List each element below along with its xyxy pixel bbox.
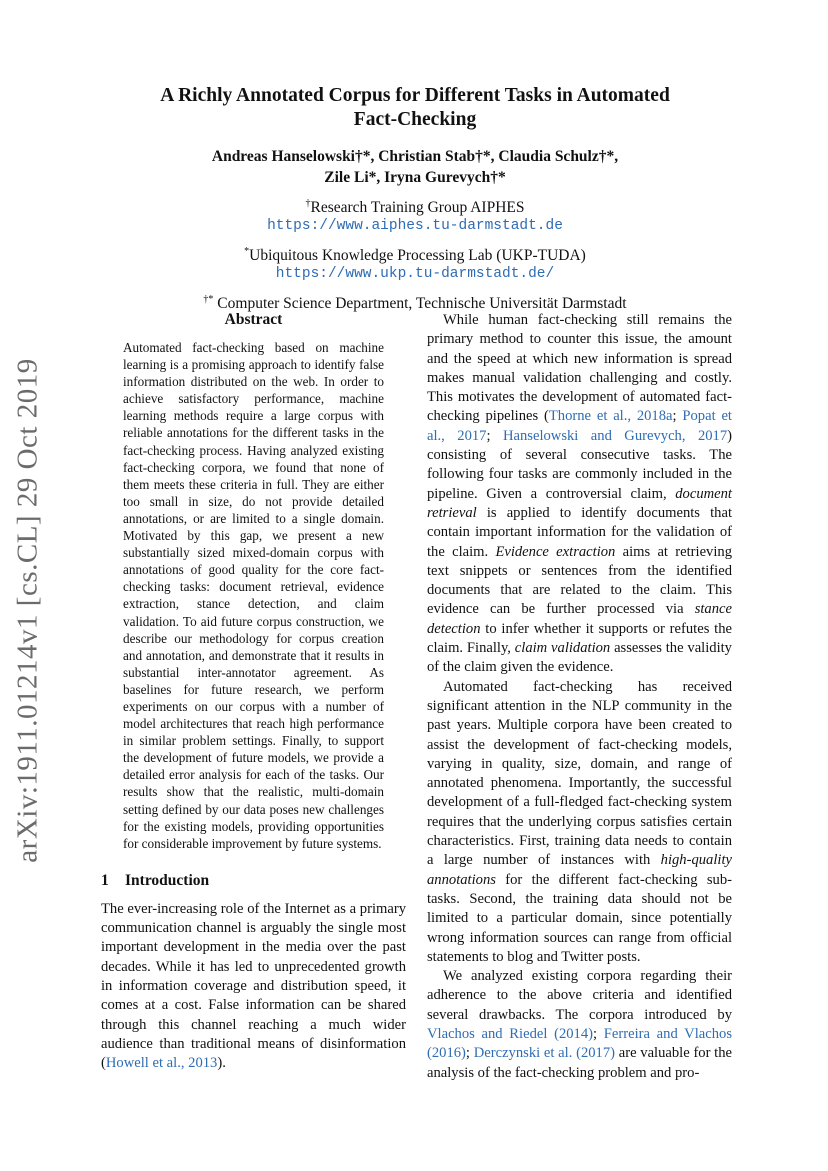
intro-paragraph-1 — [101, 900, 406, 1074]
intro-paragraph-1-text: The ever-increasing role of the Internet as a primary communication channel is arguably the single most important development in the media over the past decades. While it has led to unprecedented growth in information coverage and distribution speed, it comes at a cost. False information can be shared through this channel reaching a much wider audience than traditional means of disinformation ( — [101, 900, 406, 1072]
affiliation-ukp: *Ubiquitous Knowledge Processing Lab (UKP-TUDA) https://www.ukp.tu-darmstadt.de/ — [100, 246, 730, 284]
citation-popat-2017[interactable]: Popat et al., 2017 — [427, 408, 732, 444]
arxiv-id-text: arXiv:1911.01214v1 [cs.CL] 29 Oct 2019 — [11, 357, 44, 863]
citation-separator: ; — [593, 1025, 604, 1042]
section-heading-introduction — [101, 872, 406, 890]
citation-ferreira-2016[interactable]: Ferreira and Vlachos (2016) — [427, 1025, 733, 1062]
intro-paragraph-4 — [427, 967, 732, 1083]
authors-line-1: Andreas Hanselowski†*, Christian Stab†*, Claudia Schulz†*, — [211, 148, 619, 165]
section-number: 1 — [101, 871, 109, 889]
paragraph-text: assesses the validity of the claim given the evidence. — [427, 640, 732, 676]
abstract-heading: Abstract — [224, 311, 283, 328]
emphasis-term: high-quality annotations — [427, 852, 732, 888]
paragraph-text: for the different fact-checking sub-tasks. Second, the training data should not be limited to a particular domain, since potentially wrong information sources can range from official statements to blog and Twitter posts. — [427, 871, 732, 965]
paragraph-text: to infer whether it supports or refutes the claim. Finally, — [427, 620, 732, 657]
paragraph-text: ) consisting of several consecutive tasks. The following four tasks are commonly included in the pipeline. Given a controversial claim, — [427, 427, 733, 502]
title-line-1: A Richly Annotated Corpus for Different Tasks in Automated — [160, 85, 670, 106]
authors-line-2: Zile Li*, Iryna Gurevych†* — [324, 169, 506, 186]
right-column — [427, 311, 732, 1083]
citation-separator: ; — [672, 408, 683, 425]
paragraph-text: While human fact-checking still remains the primary method to counter this issue, the amount and the speed at which new information is spread makes manual validation challenging and costly. This motivates the development of automated fact-checking pipelines ( — [427, 312, 732, 425]
emphasis-term: claim validation — [514, 640, 611, 657]
title-line-2: Fact-Checking — [353, 109, 477, 130]
affiliation-1-name: Research Training Group AIPHES — [310, 199, 525, 216]
emphasis-term: document retrieval — [427, 485, 732, 521]
paragraph-text: We analyzed existing corpora regarding their adherence to the above criteria and identified several drawbacks. The corpora introduced by — [427, 968, 732, 1023]
paragraph-text: are valuable for the analysis of the fact-checking problem and pro- — [427, 1045, 733, 1081]
affiliation-2-url[interactable]: https://www.ukp.tu-darmstadt.de/ — [275, 266, 555, 282]
paragraph-text: aims at retrieving text snippets or sentences from the identified documents that are related to the claim. This evidence can be further processed via — [427, 543, 732, 618]
citation-vlachos-2014[interactable]: Vlachos and Riedel (2014) — [427, 1025, 594, 1042]
left-column — [101, 311, 406, 1073]
affiliation-aiphes: †Research Training Group AIPHES https://www.aiphes.tu-darmstadt.de — [100, 198, 730, 236]
affiliation-2-name: Ubiquitous Knowledge Processing Lab (UKP-TUDA) — [249, 247, 586, 264]
affiliation-3-name: Computer Science Department, Technische Universität Darmstadt — [217, 295, 627, 312]
citation-howell-2013[interactable]: Howell et al., 2013 — [105, 1055, 218, 1072]
affiliation-tud: †* Computer Science Department, Technische Universität Darmstadt — [203, 293, 627, 312]
emphasis-term: stance detection — [427, 601, 732, 637]
author-list — [100, 146, 730, 188]
citation-separator: ; — [465, 1045, 474, 1062]
arxiv-stamp — [8, 357, 48, 863]
citation-derczynski-2017[interactable]: Derczynski et al. (2017) — [473, 1045, 615, 1062]
intro-paragraph-1-end: ). — [217, 1055, 226, 1072]
paper-header — [100, 84, 730, 313]
citation-separator: ; — [486, 427, 503, 444]
emphasis-term: Evidence extraction — [495, 543, 616, 560]
section-title-text: Introduction — [125, 871, 210, 889]
intro-paragraph-2 — [427, 311, 732, 678]
affiliation-1-url[interactable]: https://www.aiphes.tu-darmstadt.de — [267, 218, 563, 234]
abstract-text: Automated fact-checking based on machine learning is a promising approach to identify false information distributed on the web. In order to achieve satisfactory performance, machine learning methods require a large corpus with reliable annotations for the different tasks in the fact-checking process. Having analyzed existing fact-checking corpora, we found that none of them meets these criteria in full. They are either too small in size, do not provide detailed annotations, or are limited to a single domain. Motivated by this gap, we present a new substantially sized mixed-domain corpus with annotations of good quality for the core fact-checking tasks: document retrieval, evidence extraction, stance detection, and claim validation. To aid future corpus construction, we describe our methodology for corpus creation and annotation, and demonstrate that it results in substantial inter-annotator agreement. As baselines for future research, we perform experiments on our corpus with a number of model architectures that reach high performance in similar problem settings. Finally, to support the development of future models, we provide a detailed error analysis for each of the tasks. Our results show that the realistic, multi-domain setting defined by our data poses new challenges for the existing models, providing opportunities for considerable improvement by future systems. — [123, 340, 384, 851]
paragraph-text: is applied to identify documents that contain important information for the validation of the claim. — [427, 504, 732, 560]
paper-title — [100, 84, 730, 132]
intro-paragraph-3 — [427, 678, 732, 967]
citation-hanselowski-2017[interactable]: Hanselowski and Gurevych, 2017 — [502, 427, 728, 444]
citation-thorne-2018a[interactable]: Thorne et al., 2018a — [548, 408, 673, 425]
paragraph-text: Automated fact-checking has received significant attention in the NLP community in the past years. Multiple corpora have been created to assist the development of fact-checking models, varying in quality, size, domain, and range of annotated phenomena. Importantly, the successful development of a full-fledged fact-checking system requires that the underlying corpus satisfies certain characteristics. First, training data needs to contain a large number of instances with — [427, 678, 732, 869]
